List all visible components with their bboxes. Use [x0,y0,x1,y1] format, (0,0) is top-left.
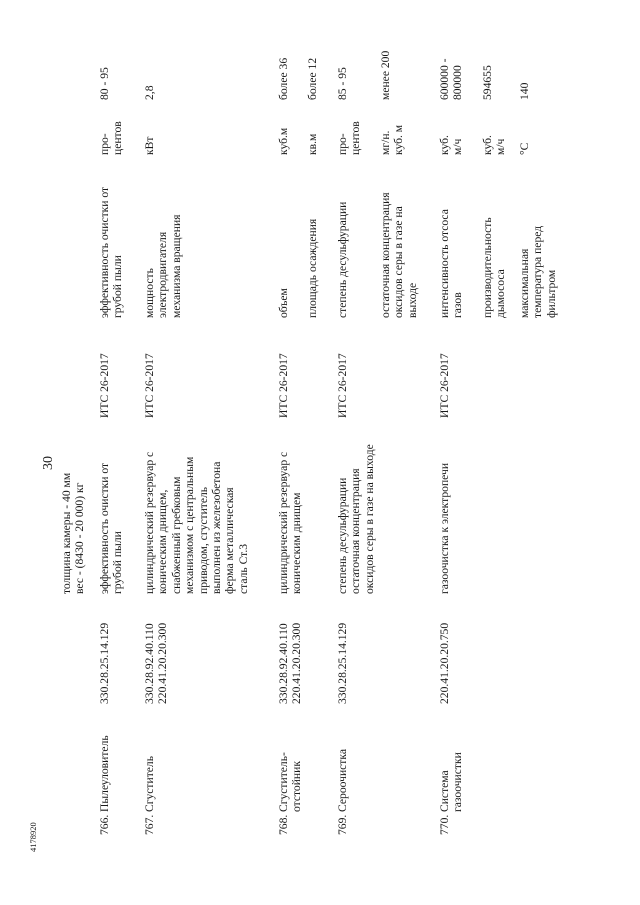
description-line: приводом, сгуститель [196,486,210,594]
equipment-name-line: Система [438,770,451,812]
description [143,452,250,594]
description-line: грубой пыли [111,531,125,594]
parameter-unit [518,143,531,155]
item-number [277,815,290,835]
item-number-line: 766. [98,814,111,835]
item-number-line: 768. [277,814,290,835]
parameter-name-line: электродвигателя [156,231,170,318]
standard-ref-line: ИТС 26-2017 [336,353,349,418]
item-number-line: 767. [143,814,156,835]
standard-ref [143,353,156,418]
parameter-value [98,67,111,100]
parameter-unit-line: кВт [143,136,156,155]
parameter-name-line: интенсивность отсоса [438,209,451,318]
description [438,463,451,594]
parameter-unit [481,135,508,155]
parameter-unit-line: центов [349,121,363,155]
parameter-unit-line: мг/н. [379,130,392,155]
parameter-value-line: 600000 - [438,58,451,100]
parameter-name-line: площадь осаждения [306,218,319,318]
item-number [98,815,111,835]
description-line: цилиндрический резервуар с [277,451,290,594]
description-line: цилиндрический резервуар с [143,451,156,594]
parameter-value-line: более 36 [277,57,290,100]
standard-ref-line: ИТС 26-2017 [277,353,290,418]
parameter-unit-line: кв.м [306,133,319,155]
description [98,463,125,594]
page-number: 30 [41,456,56,470]
item-number [438,815,451,835]
equipment-name-line: Сгуститель [143,756,156,812]
parameter-unit-line: куб. [438,135,451,155]
equipment-name [277,752,304,812]
parameter-name-line: максимальная [518,248,531,318]
parameter-unit-line: куб. м [392,124,406,155]
parameter-name-line: механизма вращения [169,214,183,318]
standard-ref-line: ИТС 26-2017 [438,353,451,418]
standard-ref [438,353,451,418]
parameter-value [306,58,319,100]
parameter-name-line: выходе [405,282,419,318]
parameter-name-line: температура перед [531,225,545,318]
parameter-name-line: оксидов серы в газе на [392,206,406,318]
okpd-code-line: 330.28.92.40.110 [277,623,290,704]
equipment-name [98,735,111,812]
okpd-code-line: 220.41.20.20.300 [290,622,304,704]
okpd-code [98,623,111,704]
parameter-name [518,226,558,318]
description-line: оксидов серы в газе на выходе [362,444,376,594]
equipment-name [336,749,349,812]
equipment-name-line: Сгуститель- [277,752,290,812]
parameter-unit [143,137,156,155]
description [277,452,304,594]
parameter-unit [306,134,319,155]
item-number [336,815,349,835]
standard-ref-line: ИТС 26-2017 [98,353,111,418]
parameter-name [143,215,183,318]
parameter-name [306,219,319,318]
okpd-code-line: 220.41.20.20.300 [156,622,170,704]
parameter-unit [277,128,290,155]
parameter-unit-line: про- [336,133,349,155]
okpd-code [438,623,451,704]
parameter-name [481,217,508,318]
description [336,444,376,594]
okpd-code [336,623,349,704]
continuation-text [60,473,87,594]
parameter-name-line: эффективность очистки от [98,186,111,318]
equipment-name-line: Пылеуловитель [98,735,111,812]
continuation-line: вес - (8430 - 20 000) кг [73,482,87,594]
description-line: снабженный гребковым [169,476,183,594]
description-line: остаточная концентрация [349,468,363,594]
parameter-value [143,86,156,101]
parameter-name [379,192,419,318]
equipment-name-line: Сероочистка [336,749,349,812]
parameter-value-line: менее 200 [379,50,392,100]
equipment-name-line: отстойник [290,761,304,812]
parameter-value-line: 594655 [481,65,494,100]
okpd-code-line: 330.28.92.40.110 [143,623,156,704]
parameter-unit [98,121,125,155]
parameter-name-line: грубой пыли [111,255,125,318]
description-line: степень десульфурации [336,477,349,594]
standard-ref [277,353,290,418]
parameter-name-line: мощность [143,268,156,318]
equipment-name [438,752,465,812]
parameter-name-line: остаточная концентрация [379,192,392,318]
standard-ref [98,353,111,418]
parameter-name [438,209,465,318]
parameter-name [277,288,290,318]
parameter-value-line: 2,8 [143,85,156,100]
parameter-unit-line: куб. [481,135,494,155]
parameter-name-line: степень десульфурации [336,201,349,318]
parameter-value [379,51,392,100]
parameter-value-line: 800000 [451,65,465,100]
item-number [143,815,156,835]
description-line: газоочистка к электропечи [438,462,451,594]
item-number-line: 770. [438,814,451,835]
parameter-unit-line: °С [518,142,531,155]
description-line: коническим днищем [290,492,304,594]
parameter-value-line: более 12 [306,57,319,100]
parameter-value-line: 80 - 95 [98,67,111,100]
parameter-name [336,202,349,318]
parameter-name [98,187,125,318]
item-number-line: 769. [336,814,349,835]
description-line: выполнен из железобетона [210,461,224,594]
parameter-value-line: 85 - 95 [336,67,349,100]
parameter-unit-line: центов [111,121,125,155]
parameter-value-line: 140 [518,82,531,100]
standard-ref-line: ИТС 26-2017 [143,353,156,418]
parameter-value [277,58,290,100]
parameter-value [481,65,494,100]
description-line: коническим днищем, [156,489,170,594]
parameter-name-line: фильтром [544,269,558,318]
standard-ref [336,353,349,418]
okpd-code [143,623,170,704]
description-line: эффективность очистки от [98,462,111,594]
description-line: механизмом с центральным [183,456,197,594]
okpd-code-line: 330.28.25.14.129 [98,622,111,704]
parameter-unit-line: м/ч [494,138,508,155]
okpd-code-line: 220.41.20.20.750 [438,622,451,704]
description-line: ферма металлическая [223,487,237,594]
parameter-unit [336,121,363,155]
document-id: 4178920 [28,822,38,852]
parameter-unit [438,135,465,155]
parameter-unit [379,125,406,155]
parameter-unit-line: м/ч [451,138,465,155]
okpd-code-line: 330.28.25.14.129 [336,622,349,704]
description-line: сталь Ст.3 [236,543,250,594]
parameter-name-line: объем [277,288,290,318]
equipment-name-line: газоочистки [451,752,465,812]
parameter-unit-line: про- [98,133,111,155]
equipment-name [143,756,156,812]
parameter-name-line: дымососа [494,269,508,318]
continuation-line: толщина камеры - 40 мм [60,472,73,594]
parameter-value [336,67,349,100]
okpd-code [277,623,304,704]
parameter-unit-line: куб.м [277,127,290,155]
parameter-name-line: производительность [481,217,494,318]
parameter-value [518,83,531,100]
parameter-value [438,58,465,100]
parameter-name-line: газов [451,292,465,318]
